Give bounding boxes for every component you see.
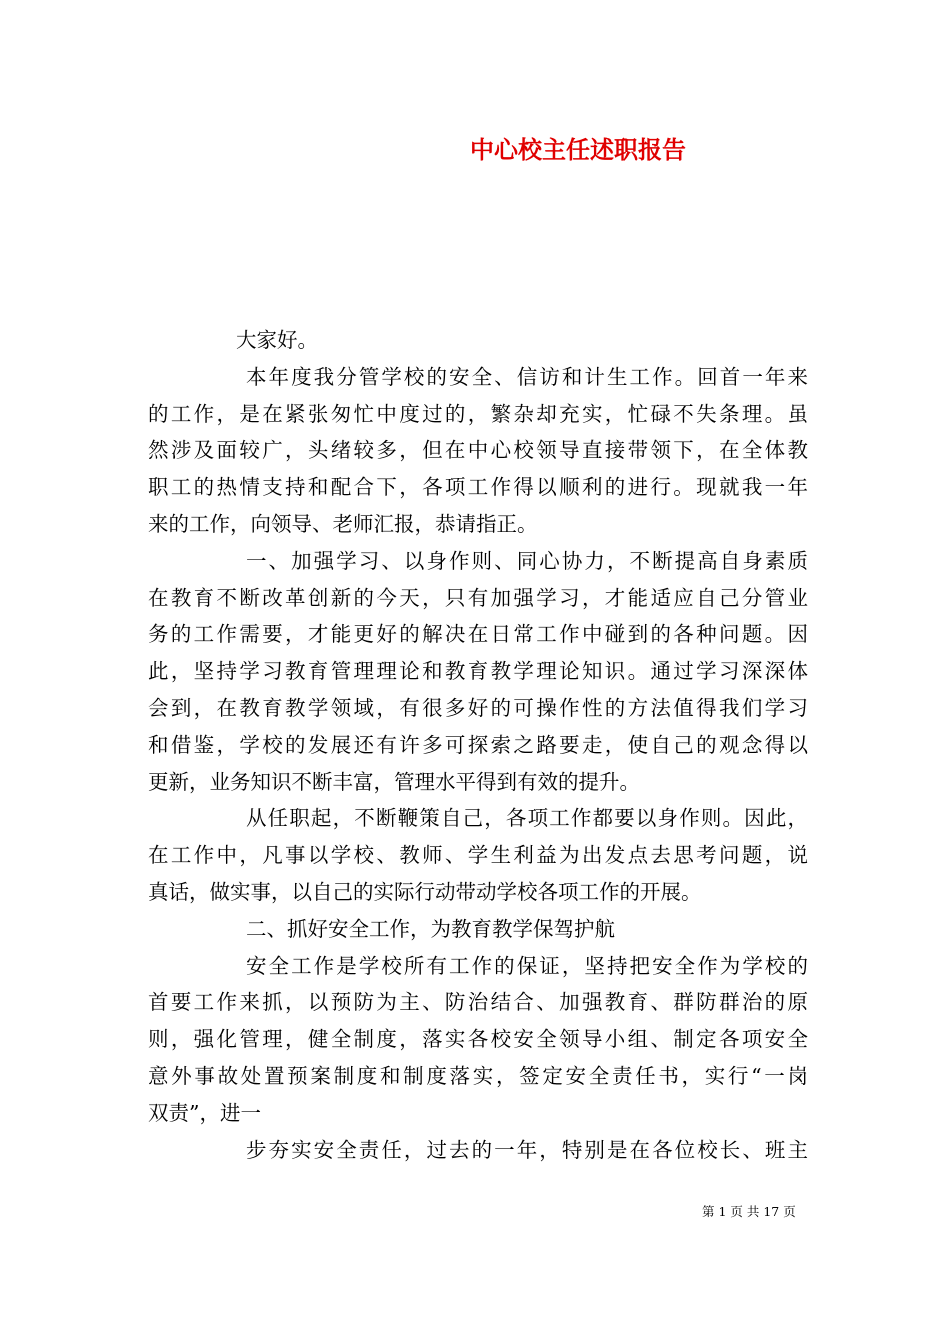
text-line: 在教育不断改革创新的今天，只有加强学习，才能适应自己分管业: [148, 585, 808, 610]
text-line: 大家好。: [236, 328, 318, 352]
text-line: 步夯实安全责任，过去的一年，特别是在各位校长、班主: [246, 1137, 808, 1162]
text-line: 真话，做实事，以自己的实际行动带动学校各项工作的开展。: [148, 879, 702, 904]
text-line: 更新，业务知识不断丰富，管理水平得到有效的提升。: [148, 769, 640, 794]
text-line: 安全工作是学校所有工作的保证，坚持把安全作为学校的: [246, 953, 808, 978]
text-line: 来的工作，向领导、老师汇报，恭请指正。: [148, 511, 538, 536]
page-number-footer: 第 1 页 共 17 页: [702, 1204, 796, 1219]
text-line: 一、加强学习、以身作则、同心协力，不断提高自身素质: [246, 548, 808, 573]
text-line: 在工作中，凡事以学校、教师、学生利益为出发点去思考问题，说: [148, 843, 808, 868]
text-line: 此，坚持学习教育管理理论和教育教学理论知识。通过学习深深体: [148, 659, 808, 684]
text-line: 二、抓好安全工作，为教育教学保驾护航: [246, 916, 615, 941]
text-line: 然涉及面较广，头绪较多，但在中心校领导直接带领下，在全体教: [148, 438, 808, 463]
document-body: [148, 322, 808, 1168]
text-line: 本年度我分管学校的安全、信访和计生工作。回首一年来: [246, 364, 808, 389]
text-line: 的工作，是在紧张匆忙中度过的，繁杂却充实，忙碌不失条理。虽: [148, 401, 808, 426]
text-line: 和借鉴，学校的发展还有许多可探索之路要走，使自己的观念得以: [148, 732, 808, 757]
text-line: 意外事故处置预案制度和制度落实，签定安全责任书，实行“一岗: [148, 1063, 808, 1088]
text-line: 首要工作来抓，以预防为主、防治结合、加强教育、群防群治的原: [148, 990, 808, 1015]
page-title: 中心校主任述职报告: [470, 135, 686, 164]
text-line: 则，强化管理，健全制度，落实各校安全领导小组、制定各项安全: [148, 1027, 808, 1052]
text-line: 职工的热情支持和配合下，各项工作得以顺利的进行。现就我一年: [148, 475, 808, 500]
text-line: 务的工作需要，才能更好的解决在日常工作中碰到的各种问题。因: [148, 622, 808, 647]
text-line: 从任职起，不断鞭策自己，各项工作都要以身作则。因此，: [246, 806, 808, 831]
text-line: 双责”，进一: [148, 1100, 261, 1125]
text-line: 会到，在教育教学领域，有很多好的可操作性的方法值得我们学习: [148, 695, 808, 720]
